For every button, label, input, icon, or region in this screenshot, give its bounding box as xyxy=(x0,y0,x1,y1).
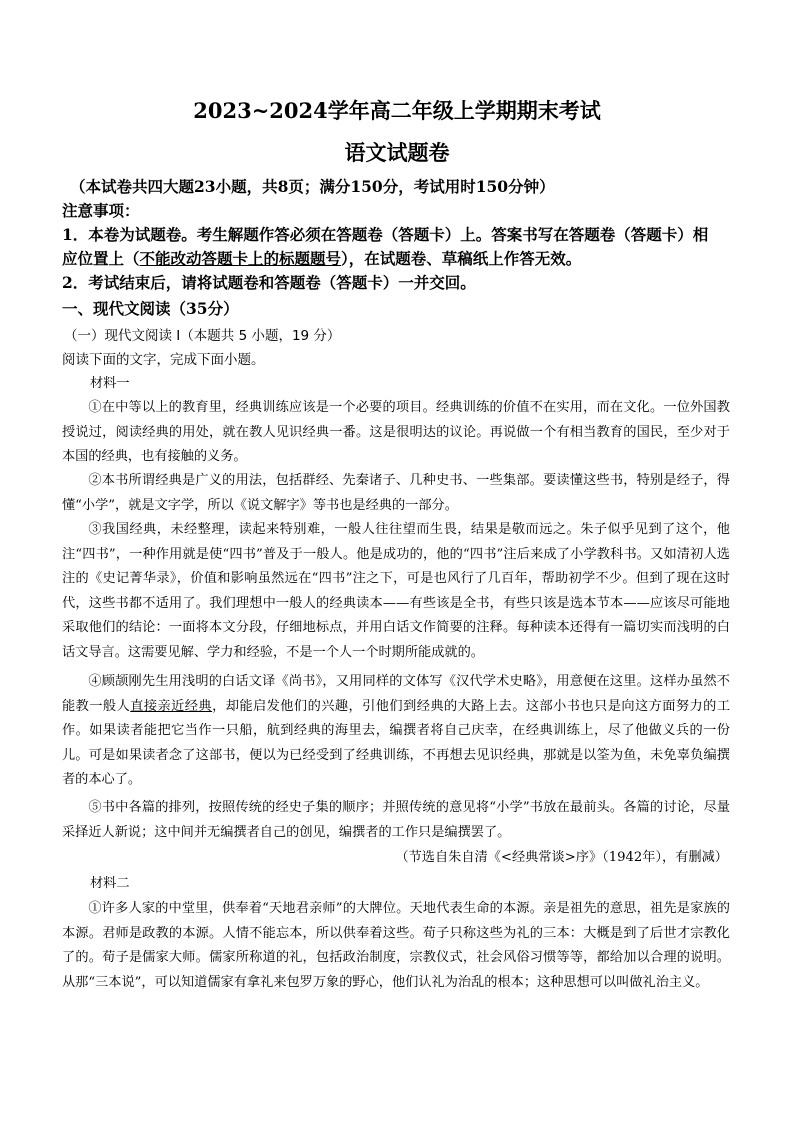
section-subheading: （一）现代文阅读 I（本题共 5 小题，19 分） xyxy=(64,328,341,344)
notice-item-1b-post: ），在试题卷、草稿纸上作答无效。 xyxy=(341,249,582,268)
material-1-paragraph-4 xyxy=(62,670,730,793)
material-1-paragraph-4-pre: ④顾颉刚先生用浅明的白话文译《尚书》，又用同样的文体写《汉代学术史略》，用意便在这里。这样办虽然不能教一般人 xyxy=(62,674,730,714)
material-1-label: 材料一 xyxy=(90,376,130,391)
section-instruction: 阅读下面的文字，完成下面小题。 xyxy=(62,352,265,368)
notice-heading: 注意事项： xyxy=(62,201,140,220)
material-1-paragraph-4-underlined: 直接亲近经典 xyxy=(130,698,213,714)
notice-item-1b-underlined: 不能改动答题卡上的标题题号 xyxy=(139,249,342,268)
material-1-source: （节选自朱自清《<经典常谈>序》（1942年），有删减） xyxy=(395,850,728,865)
material-2-paragraph-1: ①许多人家的中堂里，供奉着“天地君亲师”的大牌位。天地代表生命的本源。亲是祖先的意思，祖先是家族的本源。君师是政教的本源。人情不能忘本，所以供奉着这些。荀子只称这些为礼的三本：大概是到了后世才宗教化了的。荀子是儒家大师。儒家所称道的礼，包括政治制度，宗教仪式，社会风俗习惯等等，都给加以合理的说明。从那“三本说”，可以知道儒家有拿礼来包罗万象的野心，他们认礼为治乱的根本；这种思想可以叫做礼治主义。 xyxy=(62,901,730,990)
notice-item-1a: 1．本卷为试题卷。考生解题作答必须在答题卷（答题卡）上。答案书写在答题卷（答题卡）相 xyxy=(62,225,709,244)
material-1-paragraph-5: ⑤书中各篇的排列，按照传统的经史子集的顺序；并照传统的意见将“小学”书放在最前头。各篇的讨论，尽量采择近人新说；这中间并无编撰者自己的创见，编撰者的工作只是编撰罢了。 xyxy=(62,800,730,840)
material-2-label: 材料二 xyxy=(90,876,130,891)
notice-item-1b xyxy=(62,247,581,269)
material-1-paragraph-2: ②本书所谓经典是广义的用法，包括群经、先秦诸子、几种史书、一些集部。要读懂这些书，特别是经子，得懂“小学”，就是文字学，所以《说文解字》等书也是经典的一部分。 xyxy=(62,473,730,513)
exam-info: （本试卷共四大题23小题，共8页；满分150分，考试用时150分钟） xyxy=(70,177,555,196)
notice-item-2: 2．考试结束后，请将试题卷和答题卷（答题卡）一并交回。 xyxy=(62,273,476,292)
material-1-paragraph-1: ①在中等以上的教育里，经典训练应该是一个必要的项目。经典训练的价值不在实用，而在文化。一位外国教授说过，阅读经典的用处，就在教人见识经典一番。这是很明达的议论。再说做一个有相当教育的国民，至少对于本国的经典，也有接触的义务。 xyxy=(62,400,730,464)
material-1-paragraph-3: ③我国经典，未经整理，读起来特别难，一般人往往望而生畏，结果是敬而远之。朱子似乎见到了这个，他注“四书”，一种作用就是使“四书”普及于一般人。他是成功的，他的“四书”注后来成了小学教科书。又如清初人选注的《史记菁华录》，价值和影响虽然远在“四书”注之下，可是也风行了几百年，帮助初学不少。但到了现在这时代，这些书都不适用了。我们理想中一般人的经典读本——有些该是全书，有些只该是选本节本——应该尽可能地采取他们的结论：一面将本文分段，仔细地标点，并用白话文作简要的注释。每种读本还得有一篇切实而浅明的白话文导言。这需要见解、学力和经验，不是一个人一个时期所能成就的。 xyxy=(62,522,730,660)
notice-item-1b-pre: 应位置上（ xyxy=(62,249,140,268)
section-heading: 一、现代文阅读（35分） xyxy=(62,299,239,318)
exam-subtitle: 语文试题卷 xyxy=(344,140,450,165)
exam-title: 2023~2024学年高二年级上学期期末考试 xyxy=(193,98,601,123)
material-1-paragraph-4-post: ，却能启发他们的兴趣，引他们到经典的大路上去。这部小书也只是向这方面努力的工作。如果读者能把它当作一只船，航到经典的海里去，编撰者将自己庆幸，在经典训练上，尽了他做义兵的一份儿。可是如果读者念了这部书，便以为已经受到了经典训练，不再想去见识经典，那就是以筌为鱼，未免辜负编撰者的本心了。 xyxy=(62,698,731,787)
